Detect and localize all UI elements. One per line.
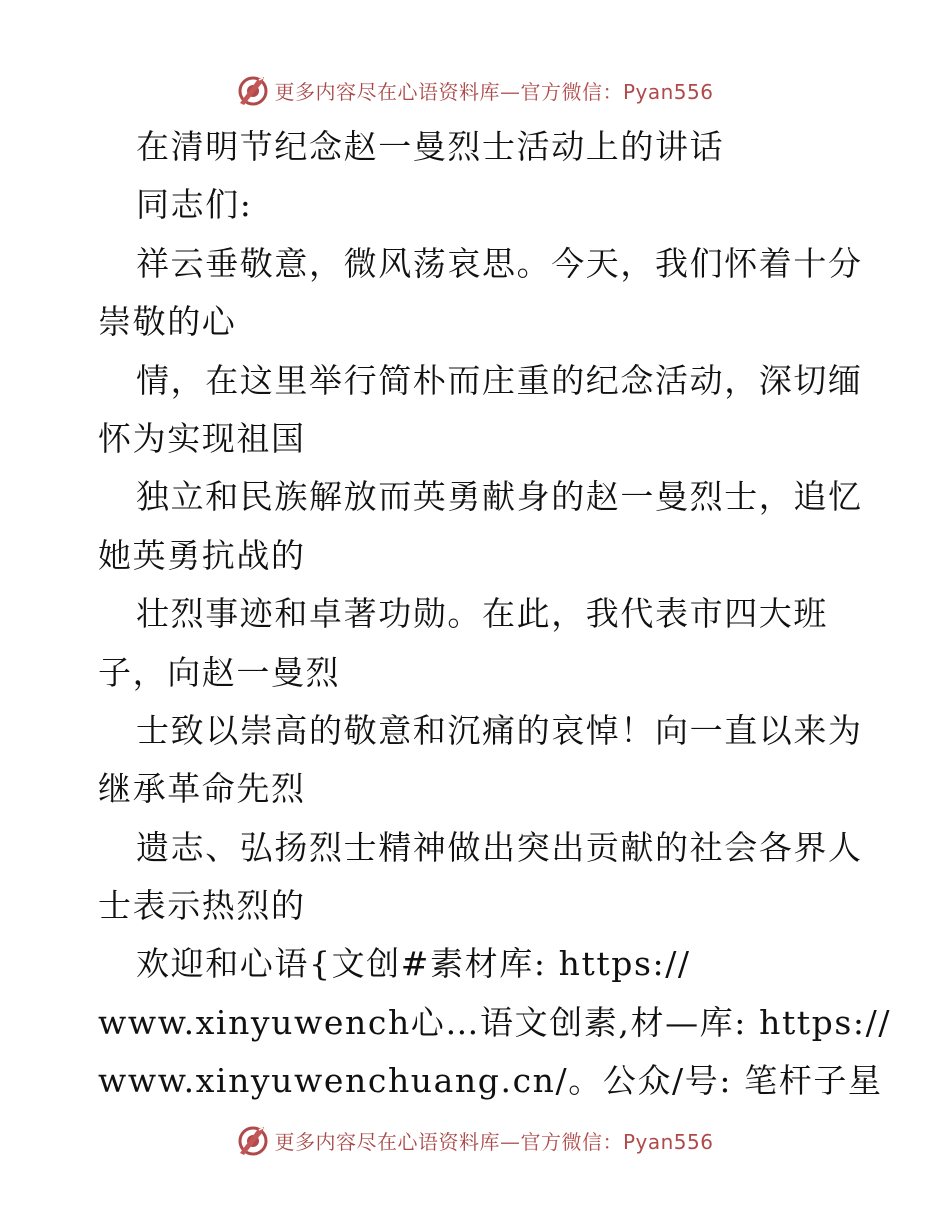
watermark-separator: — xyxy=(499,1129,521,1154)
text-line: 继承革命先烈 xyxy=(98,769,306,809)
pen-logo-icon xyxy=(236,73,270,107)
text-line: 她英勇抗战的 xyxy=(98,535,306,575)
watermark-separator: — xyxy=(499,79,521,104)
watermark-text xyxy=(274,1126,713,1155)
document-body xyxy=(98,118,892,1111)
text-line: 独立和民族解放而英勇献身的赵一曼烈士，追忆 xyxy=(136,477,863,517)
text-line: 遗志、弘扬烈士精神做出突出贡献的社会各界人 xyxy=(136,827,863,867)
text-line: 壮烈事迹和卓著功勋。在此，我代表市四大班 xyxy=(136,594,828,634)
text-line: 欢迎和心语{文创#素材库: https:// xyxy=(136,944,691,984)
watermark-wechat: 官方微信：Pyan556 xyxy=(520,79,714,104)
watermark-text xyxy=(274,76,713,105)
text-line: 祥云垂敬意，微风荡哀思。今天，我们怀着十分 xyxy=(136,243,863,283)
watermark-label: 更多内容尽在心语资料库 xyxy=(274,79,500,104)
footer-watermark-banner xyxy=(0,1120,950,1160)
watermark-wechat: 官方微信：Pyan556 xyxy=(520,1129,714,1154)
text-line: 情，在这里举行简朴而庄重的纪念活动，深切缅 xyxy=(136,360,863,400)
header-watermark-banner xyxy=(0,70,950,110)
text-line: www.xinyuwench心…语文创素,材—库: https:// xyxy=(98,1002,892,1042)
text-line: www.xinyuwenchuang.cn/。公众/号: 笔杆子星 xyxy=(98,1061,883,1101)
text-line: 崇敬的心 xyxy=(98,302,237,342)
greeting: 同志们: xyxy=(136,185,253,225)
document-title: 在清明节纪念赵一曼烈士活动上的讲话 xyxy=(136,127,725,166)
text-line: 士表示热烈的 xyxy=(98,886,306,926)
text-line: 怀为实现祖国 xyxy=(98,418,306,458)
watermark-label: 更多内容尽在心语资料库 xyxy=(274,1129,500,1154)
pen-logo-icon xyxy=(236,1123,270,1157)
text-line: 士致以崇高的敬意和沉痛的哀悼！向一直以来为 xyxy=(136,710,863,750)
text-line: 子，向赵一曼烈 xyxy=(98,652,341,692)
